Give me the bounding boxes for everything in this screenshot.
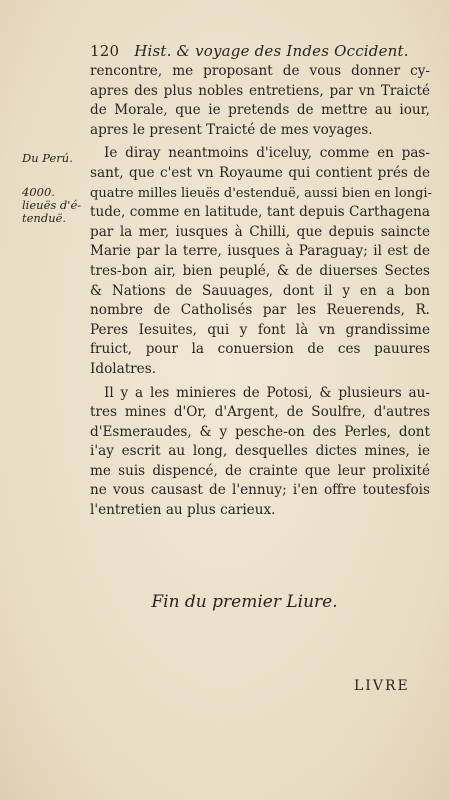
text-line: apres des plus nobles entretiens, par vn Traicté <box>90 82 430 99</box>
text-line: apres le present Traicté de mes voyages. <box>90 121 373 138</box>
margin-note-distance-number: 4000. <box>22 185 55 199</box>
text-line: Ie diray neantmoins d'iceluy, comme en pas- <box>104 145 430 162</box>
book-end-title: Fin du premier Liure. <box>151 592 338 612</box>
text-line: nombre de Catholisés par les Reuerends, R. <box>90 302 430 319</box>
margin-note-peru: Du Perú. <box>22 151 73 165</box>
page-number: 120 <box>90 42 120 60</box>
text-line: Il y a les minieres de Potosi, & plusieurs au- <box>104 384 430 401</box>
text-line: d'Esmeraudes, & y pesche-on des Perles, dont <box>90 423 430 440</box>
text-line: ne vous causast de l'ennuy; i'en offre toutesfois <box>90 482 430 499</box>
running-header <box>90 42 431 60</box>
text-line: me suis dispencé, de crainte que leur prolixité <box>90 462 430 479</box>
text-line: fruict, pour la conuersion de ces pauures <box>90 341 430 358</box>
text-line: Marie par la terre, iusques à Paraguay; il est de <box>90 243 430 260</box>
text-line: Idolatres. <box>90 360 157 377</box>
text-line: sant, que c'est vn Royaume qui contient prés de <box>90 164 430 181</box>
text-line: quatre milles lieuës d'estenduë, aussi bien en longi- <box>90 185 432 201</box>
text-line: l'entretien au plus carieux. <box>90 502 276 519</box>
text-line: i'ay escrit au long, desquelles dictes mines, ie <box>90 443 430 460</box>
text-line: tres mines d'Or, d'Argent, de Soulfre, d'autres <box>90 404 430 421</box>
running-title: Hist. & voyage des Indes Occident. <box>134 42 409 60</box>
margin-note-distance-word: lieuës d'é- <box>22 198 82 212</box>
text-line: rencontre, me proposant de vous donner cy- <box>90 63 430 79</box>
text-line: & Nations de Sauuages, dont il y en a bon <box>90 282 430 299</box>
text-line: Peres Iesuites, qui y font là vn grandissime <box>90 321 430 338</box>
text-line: par la mer, iusques à Chilli, que depuis saincte <box>90 223 430 240</box>
text-line: tude, comme en latitude, tant depuis Carthagena <box>90 204 430 221</box>
body-text <box>90 62 430 521</box>
text-line: de Morale, que ie pretends de mettre au iour, <box>90 102 430 119</box>
text-line: tres-bon air, bien peuplé, & de diuerses Sectes <box>90 262 430 279</box>
margin-note-distance-end: tenduë. <box>22 211 67 225</box>
catchword: LIVRE <box>354 678 410 694</box>
